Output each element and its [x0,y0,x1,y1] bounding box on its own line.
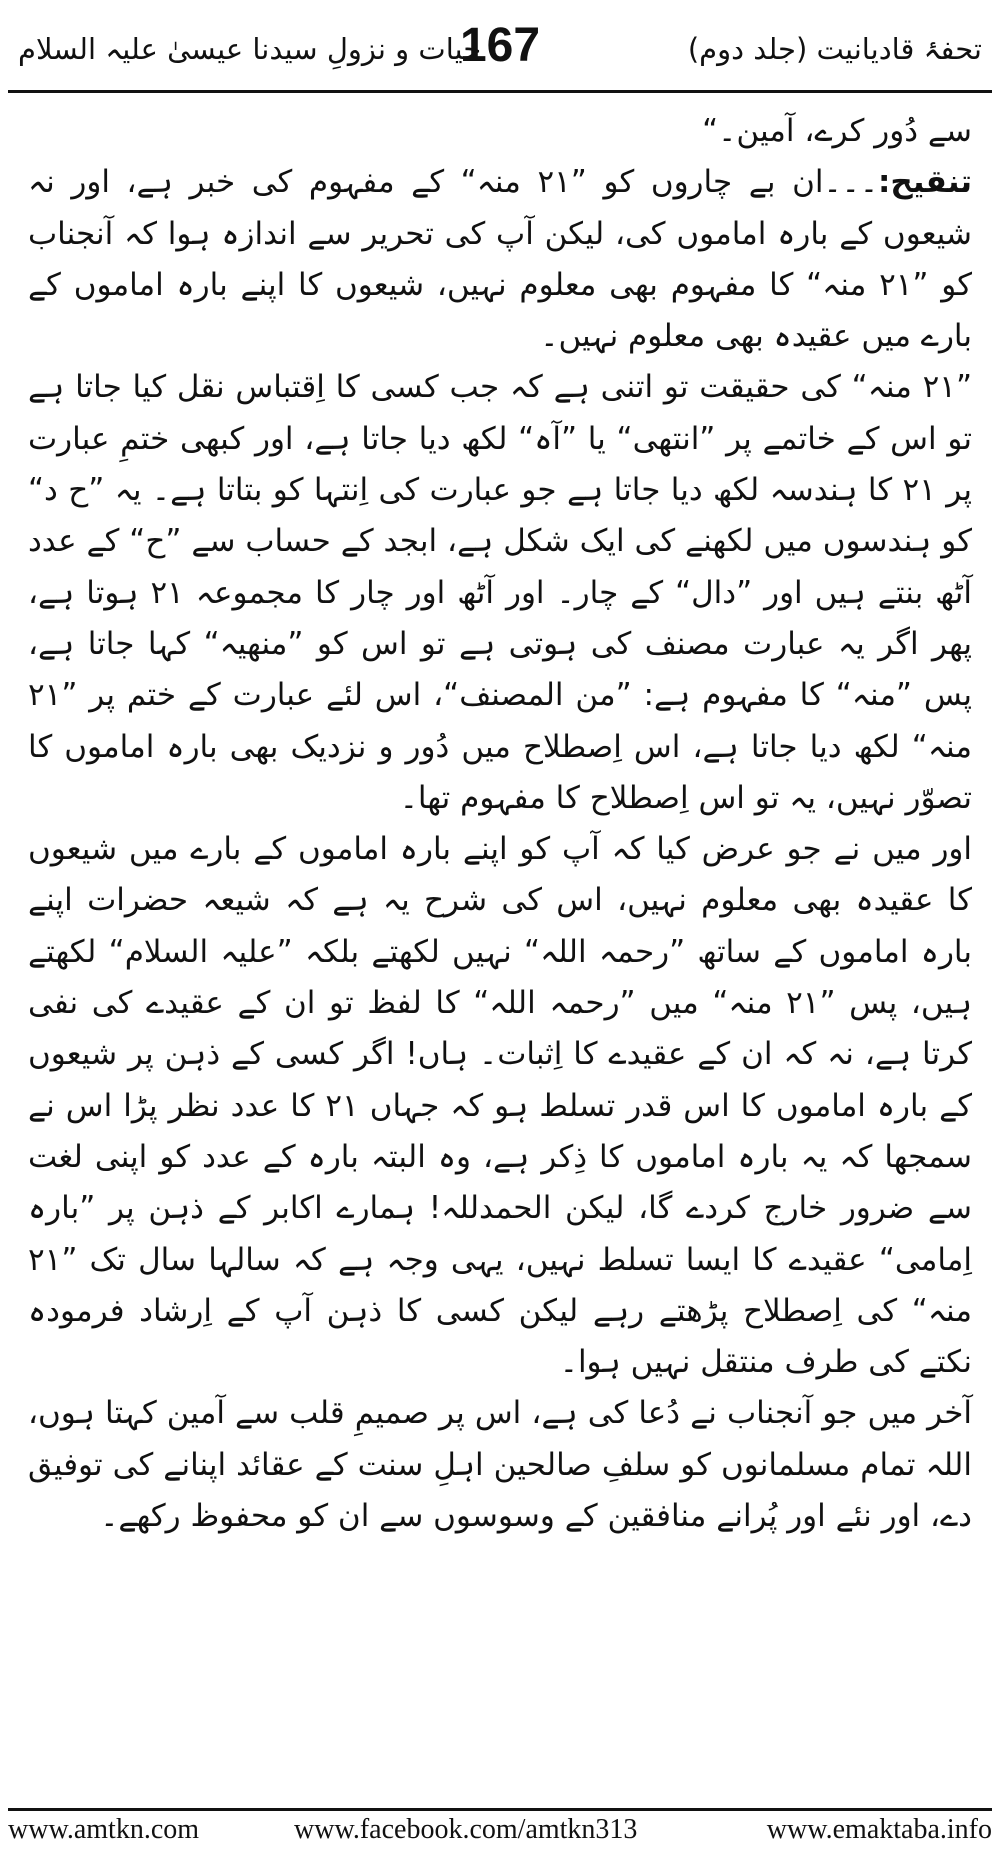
footer-link-emaktaba[interactable]: www.emaktaba.info [766,1814,992,1845]
page-number: 167 [459,19,541,72]
page-header [18,19,982,84]
tanqeeh-heading: تنقیح: [878,164,972,201]
footer-divider [8,1808,992,1811]
paragraph-2 [28,157,972,362]
footer-link-amtkn[interactable]: www.amtkn.com [8,1814,200,1845]
paragraph-3: ”۲۱ منہ“ کی حقیقت تو اتنی ہے کہ جب کسی کا اِقتباس نقل کیا جاتا ہے تو اس کے خاتمے پر ”انتھی“ یا ”آہ“ لکھ دیا جاتا ہے، اور کبھی ختمِ عبارت پر ۲۱ کا ہندسہ لکھ دیا جاتا ہے جو عبارت کی اِنتہا کو بتاتا ہے۔ یہ ”ح د“ کو ہندسوں میں لکھنے کی ایک شکل ہے، ابجد کے حساب سے ”ح“ کے عدد آٹھ بنتے ہیں اور ”دال“ کے چار۔ اور آٹھ اور چار کا مجموعہ ۲۱ ہوتا ہے، پھر اگر یہ عبارت مصنف کی ہوتی ہے تو اس کو ”منھیہ“ کہا جاتا ہے، پس ”منہ“ کا مفہوم ہے: ”من المصنف“، اس لئے عبارت کے ختم پر ”۲۱ منہ“ لکھ دیا جاتا ہے، اس اِصطلاح میں دُور و نزدیک بھی بارہ اماموں کا تصوّر نہیں، یہ تو اس اِصطلاح کا مفہوم تھا۔ [28,369,972,816]
paragraph-1: سے دُور کرے، آمین۔“ [702,113,972,149]
chapter-title: حیات و نزولِ سیدنا عیسیٰ علیہ السلام [18,32,482,66]
page-body [28,106,972,1542]
header-divider [8,90,992,93]
paragraph-2-text: ۔۔۔ان بے چاروں کو ”۲۱ منہ“ کے مفہوم کی خبر ہے، اور نہ شیعوں کے بارہ اماموں کی، لیکن آپ کی تحریر سے اندازہ ہوا کہ آنجناب کو ”۲۱ منہ“ کا مفہوم بھی معلوم نہیں، شیعوں کا اپنے بارہ اماموں کے بارے میں عقیدہ بھی معلوم نہیں۔ [28,164,972,355]
paragraph-5: آخر میں جو آنجناب نے دُعا کی ہے، اس پر صمیمِ قلب سے آمین کہتا ہوں، اللہ تمام مسلمانوں کو سلفِ صالحین اہلِ سنت کے عقائد اپنانے کی توفیق دے، اور نئے اور پُرانے منافقین کے وسوسوں سے ان کو محفوظ رکھے۔ [28,1395,972,1535]
paragraph-4: اور میں نے جو عرض کیا کہ آپ کو اپنے بارہ اماموں کے بارے میں شیعوں کا عقیدہ بھی معلوم نہیں، اس کی شرح یہ ہے کہ شیعہ حضرات اپنے بارہ اماموں کے ساتھ ”رحمہ اللہ“ نہیں لکھتے بلکہ ”علیہ السلام“ لکھتے ہیں، پس ”۲۱ منہ“ میں ”رحمہ اللہ“ کا لفظ تو ان کے عقیدے کی نفی کرتا ہے، نہ کہ ان کے عقیدے کا اِثبات۔ ہاں! اگر کسی کے ذہن پر شیعوں کے بارہ اماموں کا اس قدر تسلط ہو کہ جہاں ۲۱ کا عدد نظر پڑا اس نے سمجھا کہ یہ بارہ اماموں کا ذِکر ہے، وہ البتہ بارہ کے عدد کو اپنی لغت سے ضرور خارج کردے گا، لیکن الحمدللہ! ہمارے اکابر کے ذہن پر ”بارہ اِمامی“ عقیدے کا ایسا تسلط نہیں، یہی وجہ ہے کہ سالہا سال تک ”۲۱ منہ“ کی اِصطلاح پڑھتے رہے لیکن کسی کا ذہن آپ کے اِرشاد فرمودہ نکتے کی طرف منتقل نہیں ہوا۔ [28,831,972,1381]
footer-link-facebook[interactable]: www.facebook.com/amtkn313 [294,1814,638,1845]
page-footer [8,1814,992,1844]
book-title: تحفۂ قادیانیت (جلد دوم) [687,32,982,66]
